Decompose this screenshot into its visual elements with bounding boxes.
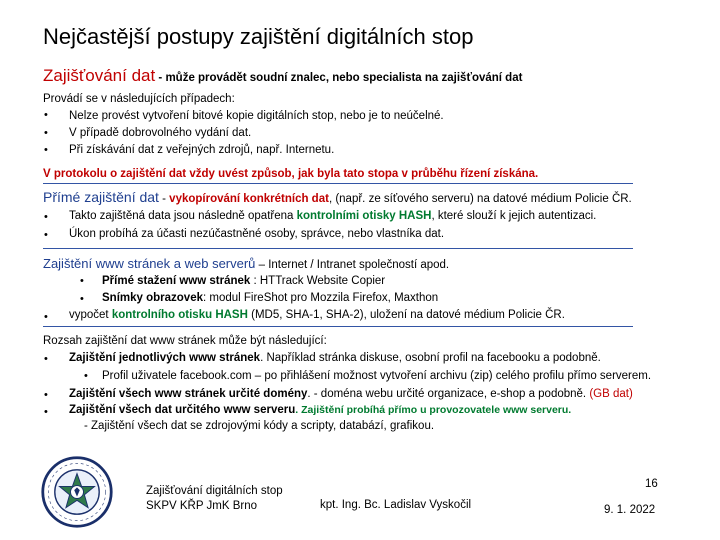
list-item: Nelze provést vytvoření bitové kopie digitálních stop, nebo je to neúčelné. <box>69 110 444 122</box>
list-item: Při získávání dat z veřejných zdrojů, např. Internetu. <box>69 144 335 156</box>
text-part: (MD5, SHA-1, SHA-2), uložení na datové médium Policie ČR. <box>247 309 565 321</box>
bullet-icon: • <box>44 229 48 241</box>
page-number: 16 <box>645 478 658 490</box>
heading-highlight: vykopírování konkrétních dat <box>169 193 329 205</box>
text-part: : HTTrack Website Copier <box>250 275 386 287</box>
section-heading: Zajištění www stránek a web serverů <box>43 256 256 271</box>
bullet-icon: • <box>44 127 48 139</box>
section-intro: Rozsah zajištění dat www stránek může být následující: <box>43 335 327 347</box>
bullet-icon: • <box>80 275 84 287</box>
list-item <box>69 208 596 224</box>
bullet-icon: • <box>44 353 48 365</box>
server-note: . Zajištění probíhá přímo u provozovatele www serveru. <box>295 404 572 416</box>
section-heading-note: - může provádět soudní znalec, nebo specialista na zajišťování dat <box>155 72 523 84</box>
divider <box>43 183 633 184</box>
section-heading: Přímé zajištění dat <box>43 189 159 205</box>
divider <box>43 248 633 249</box>
section-heading: Zajišťování dat <box>43 66 156 85</box>
section-prime-zajisteni <box>43 189 632 207</box>
text-bold: Přímé stažení www stránek <box>102 275 251 287</box>
list-item <box>69 307 565 323</box>
list-item <box>69 402 571 418</box>
text-bold: Zajištění všech dat určitého www serveru <box>69 404 296 416</box>
bullet-icon: • <box>44 211 48 223</box>
hash-highlight: kontrolního otisku HASH <box>111 309 248 321</box>
bullet-icon: • <box>44 406 48 418</box>
list-item <box>102 273 385 289</box>
text-part: . - doména webu určité organizace, e-shop a podobně. <box>307 388 587 400</box>
dash-text: - <box>158 193 170 205</box>
divider <box>43 326 633 327</box>
bullet-icon: • <box>44 311 48 323</box>
police-badge-icon <box>40 455 114 529</box>
gb-note: (GB dat) <box>586 388 633 400</box>
bullet-icon: • <box>44 144 48 156</box>
footer-date: 9. 1. 2022 <box>604 504 656 516</box>
text-part: : modul FireShot pro Mozzila Firefox, Maxthon <box>202 292 439 304</box>
list-item: V případě dobrovolného vydání dat. <box>69 127 252 139</box>
list-item-continuation: - Zajištění všech dat se zdrojovými kódy a scripty, databází, grafikou. <box>84 420 435 432</box>
heading-rest: , (např. ze síťového serveru) na datové médium Policie ČR. <box>328 193 632 205</box>
list-item <box>69 386 633 402</box>
footer-author: kpt. Ing. Bc. Ladislav Vyskočil <box>320 499 472 511</box>
bullet-icon: • <box>80 293 84 305</box>
text-bold: Zajištění všech www stránek určité domény <box>69 388 308 400</box>
bullet-icon: • <box>44 109 48 121</box>
page-title: Nejčastější postupy zajištění digitálních stop <box>43 24 474 49</box>
footer-department: SKPV KŘP JmK Brno <box>146 500 257 512</box>
bullet-icon: • <box>84 370 88 382</box>
text-part: , které slouží k jejich autentizaci. <box>431 210 597 222</box>
protocol-note: V protokolu o zajištění dat vždy uvést způsob, jak byla tato stopa v průběhu řízení získána. <box>43 168 539 180</box>
section-heading-note: – Internet / Intranet společností apod. <box>255 259 450 271</box>
hash-highlight: kontrolními otisky HASH <box>296 210 432 222</box>
text-part: vypočet <box>69 309 112 321</box>
section-www-stranky <box>43 255 449 273</box>
text-part: . Například stránka diskuse, osobní profil na facebooku a podobně. <box>260 352 601 364</box>
section-intro: Provádí se v následujících případech: <box>43 93 235 105</box>
list-item <box>102 290 438 306</box>
bullet-icon: • <box>44 389 48 401</box>
footer-course: Zajišťování digitálních stop <box>146 485 283 497</box>
text-part: Takto zajištěná data jsou následně opatřena <box>69 210 297 222</box>
list-item <box>69 350 601 366</box>
text-bold: Zajištění jednotlivých www stránek <box>69 352 261 364</box>
text-bold: Snímky obrazovek <box>102 292 203 304</box>
list-item: Profil uživatele facebook.com – po přihlášení možnost vytvoření archivu (zip) celého profilu přímo serverem. <box>102 370 652 382</box>
list-item: Úkon probíhá za účasti nezúčastněné osoby, správce, nebo vlastníka dat. <box>69 228 445 240</box>
section-zajistovani <box>43 66 522 86</box>
